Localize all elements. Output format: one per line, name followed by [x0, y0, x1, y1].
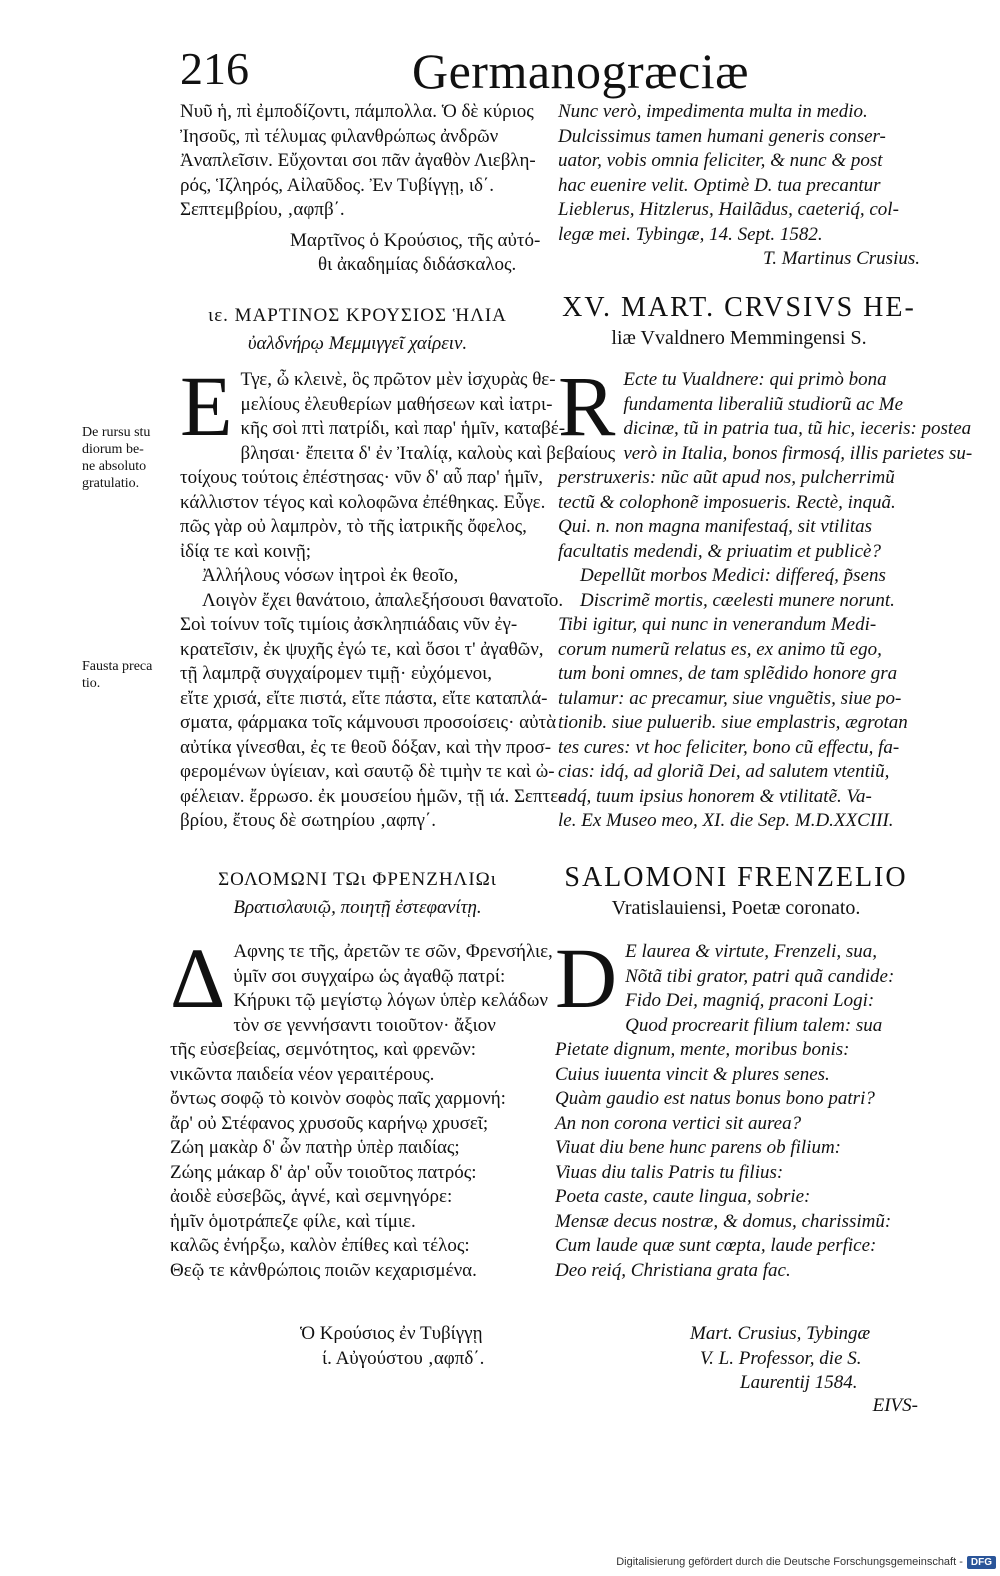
- greek-heading-salomon: [180, 866, 535, 922]
- verse-line: Cum laude quæ sunt cœpta, laude perfice:: [555, 1235, 877, 1256]
- text-line: perstruxeris: nũc aũt apud nos, pulcherrimũ: [558, 467, 895, 488]
- verse-line: ἡμῖν ὁμοτράπεζε φίλε, καὶ τίμιε.: [170, 1210, 416, 1232]
- verse-line: τὸν σε γεννήσαντι τοιοῦτον· ἄξιον: [233, 1014, 496, 1036]
- verse-line: ἀοιδὲ εὐσεβῶς, ἁγνέ, καὶ σεμνηγόρε:: [170, 1186, 453, 1207]
- verse-line: E laurea & virtute, Frenzeli, sua,: [625, 941, 877, 962]
- verse-line: An non corona vertici sit aurea?: [555, 1112, 802, 1134]
- verse-line: Λοιγὸν ἔχει θανάτοιο, ἀπαλεξήσουσι θανατοῖο.: [202, 589, 564, 611]
- text-line: Tibi igitur, qui nunc in venerandum Medi-: [558, 614, 877, 635]
- text-line: εἴτε χρισά, εἴτε πιστά, εἴτε πάστα, εἴτε καταπλά-: [180, 687, 548, 709]
- running-title: Germanogræciæ: [412, 43, 749, 99]
- text-line: Ecte tu Vualdnere: qui primò bona: [623, 369, 887, 390]
- heading-line: liæ Vvaldnero Memmingensi S.: [611, 327, 867, 349]
- heading-line: XV. MART. CRVSIVS HE-: [562, 292, 916, 323]
- signature-line: Mart. Crusius, Tybingæ: [690, 1323, 871, 1344]
- verse-line: Κήρυκι τῷ μεγίστῳ λόγων ὑπὲρ κελάδων: [233, 990, 548, 1011]
- text-line: Ἰησοῦς, πὶ τέλυμας φιλανθρώπως ἀνδρῶν: [180, 125, 499, 147]
- text-line: Σεπτεμβρίου, ‚αφπβ΄.: [180, 199, 345, 220]
- text-line: corum numerũ relatus es, ex animo tũ ego,: [558, 638, 882, 660]
- marginal-note: [82, 658, 176, 692]
- heading-line: ὐαλδνήρῳ Μεμμιγγεῖ χαίρειν.: [247, 333, 468, 354]
- dfg-logo: DFG: [967, 1556, 996, 1569]
- text-line: cias: idq́, ad gloriã Dei, ad salutem vtentiũ,: [558, 761, 890, 782]
- heading-line: SALOMONI FRENZELIO: [564, 862, 908, 893]
- text-line: legæ mei. Tybingæ, 14. Sept. 1582.: [558, 223, 823, 245]
- verse-line: Deo reiq́, Christiana grata fac.: [555, 1259, 791, 1281]
- latin-signature: T. Martinus Crusius.: [763, 248, 920, 269]
- verse-line: Poeta caste, caute lingua, sobrie:: [555, 1186, 811, 1207]
- text-line: hac euenire velit. Optimè D. tua precantur: [558, 174, 881, 196]
- text-line: κάλλιστον τέγος καὶ κολοφῶνα ἐπέθηκας. Εὖγε.: [180, 491, 546, 513]
- text-line: μελίους ἐλευθερίων μαθήσεων καὶ ἰατρι-: [240, 393, 553, 415]
- verse-line: ἄρ' οὐ Στέφανος χρυσοῦς καρήνῳ χρυσεῖ;: [170, 1112, 489, 1134]
- drop-cap: E: [180, 358, 233, 454]
- text-line: τῇ λαμπρᾷ συγχαίρομεν τιμῇ· εὐχόμενοι,: [180, 663, 493, 684]
- text-line: tes cures: vt hoc feliciter, bono cũ effectu, fa-: [558, 736, 900, 758]
- latin-heading-15: [558, 292, 920, 352]
- page-number: 216: [180, 43, 249, 94]
- text-line: verò in Italia, bonos firmosq́, illis parietes su-: [623, 442, 973, 464]
- verse-line: Viuat diu bene hunc parens ob filium:: [555, 1137, 842, 1158]
- text-line: tionib. siue puluerib. siue emplastris, ægrotan: [558, 712, 908, 733]
- text-line: Νυῦ ἡ, πὶ ἐμποδίζοντι, πάμπολλα. Ὁ δὲ κύριος: [180, 101, 534, 122]
- text-line: Dulcissimus tamen humani generis conser-: [558, 125, 886, 147]
- text-line: Qui. n. non magna manifestaq́, sit vtilitas: [558, 516, 873, 537]
- text-line: le. Ex Museo meo, XI. die Sep. M.D.XXCIII.: [558, 810, 894, 831]
- verse-line: καλῶς ἐνήρξω, καλὸν ἐπίθες καὶ τέλος:: [170, 1235, 470, 1256]
- verse-line: Quod procrearit filium talem: sua: [625, 1014, 883, 1036]
- signature-line: Laurentij 1584.: [740, 1372, 858, 1393]
- text-line: βρίου, ἔτους δὲ σωτηρίου ‚αφπγ΄.: [180, 810, 437, 831]
- verse-line: νικῶντα παιδεία νέον γεραιτέρους.: [170, 1063, 435, 1085]
- text-line: κρατεῖσιν, ἐκ ψυχῆς ἐγώ τε, καὶ ὅσοι τ' ἀγαθῶν,: [180, 638, 544, 660]
- signature-line: Ὁ Κρούσιος ἐν Τυβίγγῃ: [300, 1323, 483, 1344]
- greek-signature-line: θι ἀκαδημίας διδάσκαλος.: [318, 254, 517, 275]
- text-line: φέλειαν. ἔρρωσο. ἐκ μουσείου ἡμῶν, τῇ ιά. Σεπτε-: [180, 785, 565, 807]
- verse-line: Mensæ decus nostræ, & domus, charissimũ:: [555, 1210, 892, 1232]
- drop-cap: R: [558, 358, 616, 454]
- verse-line: Pietate dignum, mente, moribus bonis:: [555, 1039, 850, 1060]
- heading-line: Vratislauiensi, Poetæ coronato.: [611, 897, 861, 919]
- marginal-line: tio.: [82, 676, 101, 691]
- drop-cap: D: [555, 930, 618, 1026]
- signature-line: V. L. Professor, die S.: [700, 1347, 862, 1369]
- text-line: Nunc verò, impedimenta multa in medio.: [558, 101, 868, 122]
- text-line: πῶς γὰρ οὐ λαμπρὸν, τὸ τῆς ἰατρικῆς ὄφελος,: [180, 516, 527, 537]
- latin-signature-salomon: [690, 1322, 920, 1396]
- heading-line: Βρατισλαυιῷ, ποιητῇ ἐστεφανίτῃ.: [233, 897, 482, 918]
- latin-poem-salomon: [555, 930, 920, 1283]
- verse-line: Θεῷ τε κἀνθρώποις ποιῶν κεχαρισμένα.: [170, 1259, 477, 1281]
- heading-line: ΣΟΛΟΜΩΝΙ ΤΩι ΦΡΕΝΖΗΛΙΩι: [218, 869, 497, 890]
- text-line: dicinæ, tũ in patria tua, tũ hic, ieceris: postea: [623, 418, 972, 439]
- greek-signature-line: Μαρτῖνος ὁ Κρούσιος, τῆς αὐτό-: [290, 229, 541, 251]
- text-line: βλησαι· ἔπειτα δ' ἐν Ἰταλίᾳ, καλοὺς καὶ βεβαίους: [240, 442, 616, 464]
- verse-line: Discrimẽ mortis, cæelesti munere norunt.: [580, 589, 895, 611]
- latin-letter-15: [558, 358, 973, 834]
- text-line: ρός, Ἱζληρός, Αἰλαῦδος. Ἐν Τυβίγγῃ, ιδ΄.: [180, 174, 495, 196]
- text-line: fundamenta liberaliũ studiorũ ac Me: [623, 393, 904, 415]
- verse-line: Ζώης μάκαρ δ' ἀρ' οὖν τοιοῦτος πατρός:: [170, 1161, 477, 1183]
- verse-line: Viuas diu talis Patris tu filius:: [555, 1161, 784, 1183]
- verse-line: τῆς εὐσεβείας, σεμνότητος, καὶ φρενῶν:: [170, 1039, 477, 1060]
- verse-line: Ἀλλήλους νόσων ἰητροὶ ἐκ θεοῖο,: [202, 565, 459, 586]
- verse-line: Nõtã tibi grator, patri quã candide:: [625, 965, 895, 987]
- latin-heading-salomon: [552, 862, 920, 922]
- text-line: Τγε, ὦ κλεινὲ, ὃς πρῶτον μὲν ἰσχυρὰς θε-: [240, 369, 556, 390]
- marginal-line: Fausta preca: [82, 659, 153, 674]
- greek-poem-salomon: [170, 930, 553, 1283]
- text-line: facultatis medendi, & priuatim et publicè?: [558, 540, 881, 562]
- text-line: Σοὶ τοίνυν τοῖς τιμίοις ἀσκληπιάδαις νῦν ἐγ-: [180, 614, 518, 635]
- running-head: [180, 42, 920, 102]
- marginal-line: ne absoluto: [82, 459, 147, 474]
- text-line: uator, vobis omnia feliciter, & nunc & post: [558, 150, 883, 171]
- verse-line: Αφνης τε τῆς, ἀρετῶν τε σῶν, Φρενσήλιε,: [233, 941, 553, 962]
- verse-line: Depellũt morbos Medici: differeq́, p̃sens: [580, 565, 886, 586]
- marginal-line: gratulatio.: [82, 476, 140, 491]
- marginal-note: [82, 424, 176, 492]
- verse-line: Ζώη μακὰρ δ' ὧν πατὴρ ὑπὲρ παιδίας;: [170, 1137, 460, 1158]
- greek-letter-15: [180, 358, 616, 834]
- footer-text: Digitalisierung gefördert durch die Deutsche Forschungsgemeinschaft -: [616, 1556, 963, 1568]
- text-line: φερομένων ὑγίειαν, καὶ σαυτῷ δὲ τιμὴν τε καὶ ὠ-: [180, 761, 555, 782]
- text-line: tum boni omnes, de tam splẽdido honore gra: [558, 663, 898, 684]
- marginal-line: diorum be-: [82, 442, 144, 457]
- text-line: σματα, φάρμακα τοῖς κάμνουσι προσοίσεις· αὐτὰ: [180, 712, 557, 733]
- text-line: τοίχους τούτοις ἐπέστησας· νῦν δ' αὖ παρ' ἡμῖν,: [180, 467, 544, 488]
- text-line: tectũ & colophonẽ imposueris. Rectè, inquã.: [558, 491, 896, 513]
- text-line: Lieblerus, Hitzlerus, Hailãdus, caeteriq́, col-: [558, 199, 899, 220]
- verse-line: Cuius iuuenta vincit & plures senes.: [555, 1063, 830, 1085]
- text-line: adq́, tuum ipsius honorem & vtilitatẽ. Va-: [558, 785, 872, 807]
- text-line: κῆς σοὶ πτὶ πατρίδι, καὶ παρ' ἡμῖν, καταβέ-: [240, 418, 566, 439]
- text-line: Ἀναπλεῖσιν. Εὔχονται σοι πᾶν ἀγαθὸν Λιεβλη-: [180, 150, 536, 171]
- signature-line: ί. Αὐγούστου ‚αφπδ΄.: [322, 1347, 485, 1369]
- digitization-footer: [604, 1552, 996, 1572]
- text-line: ἰδίᾳ τε καὶ κοινῇ;: [180, 540, 312, 562]
- greek-signature-salomon: [300, 1322, 535, 1371]
- verse-line: ὑμῖν σοι συγχαίρω ὡς ἀγαθῷ πατρί:: [233, 965, 506, 987]
- verse-line: ὄντως σοφῷ τὸ κοινὸν σοφὸς παῖς χαρμονή:: [170, 1088, 506, 1109]
- latin-letter-ending: [558, 100, 920, 272]
- heading-line: ιε. ΜΑΡΤΙΝΟΣ ΚΡΟΥΣΙΟΣ ἩΛΙΑ: [208, 305, 507, 326]
- drop-cap: Δ: [170, 930, 226, 1026]
- verse-line: Quàm gaudio est natus bonus bono patri?: [555, 1088, 875, 1109]
- greek-letter-ending: [180, 100, 541, 278]
- text-line: αὐτίκα γίνεσθαι, ἐς τε θεοῦ δόξαν, καὶ τὴν προσ-: [180, 736, 552, 758]
- catchword: [838, 1394, 918, 1419]
- catchword-text: EIVS-: [872, 1395, 918, 1416]
- marginal-line: De rursu stu: [82, 425, 151, 440]
- verse-line: Fido Dei, magniq́, praconi Logi:: [625, 990, 875, 1011]
- greek-heading-15: [180, 302, 535, 358]
- text-line: tulamur: ac precamur, siue vnguẽtis, siue po-: [558, 687, 902, 709]
